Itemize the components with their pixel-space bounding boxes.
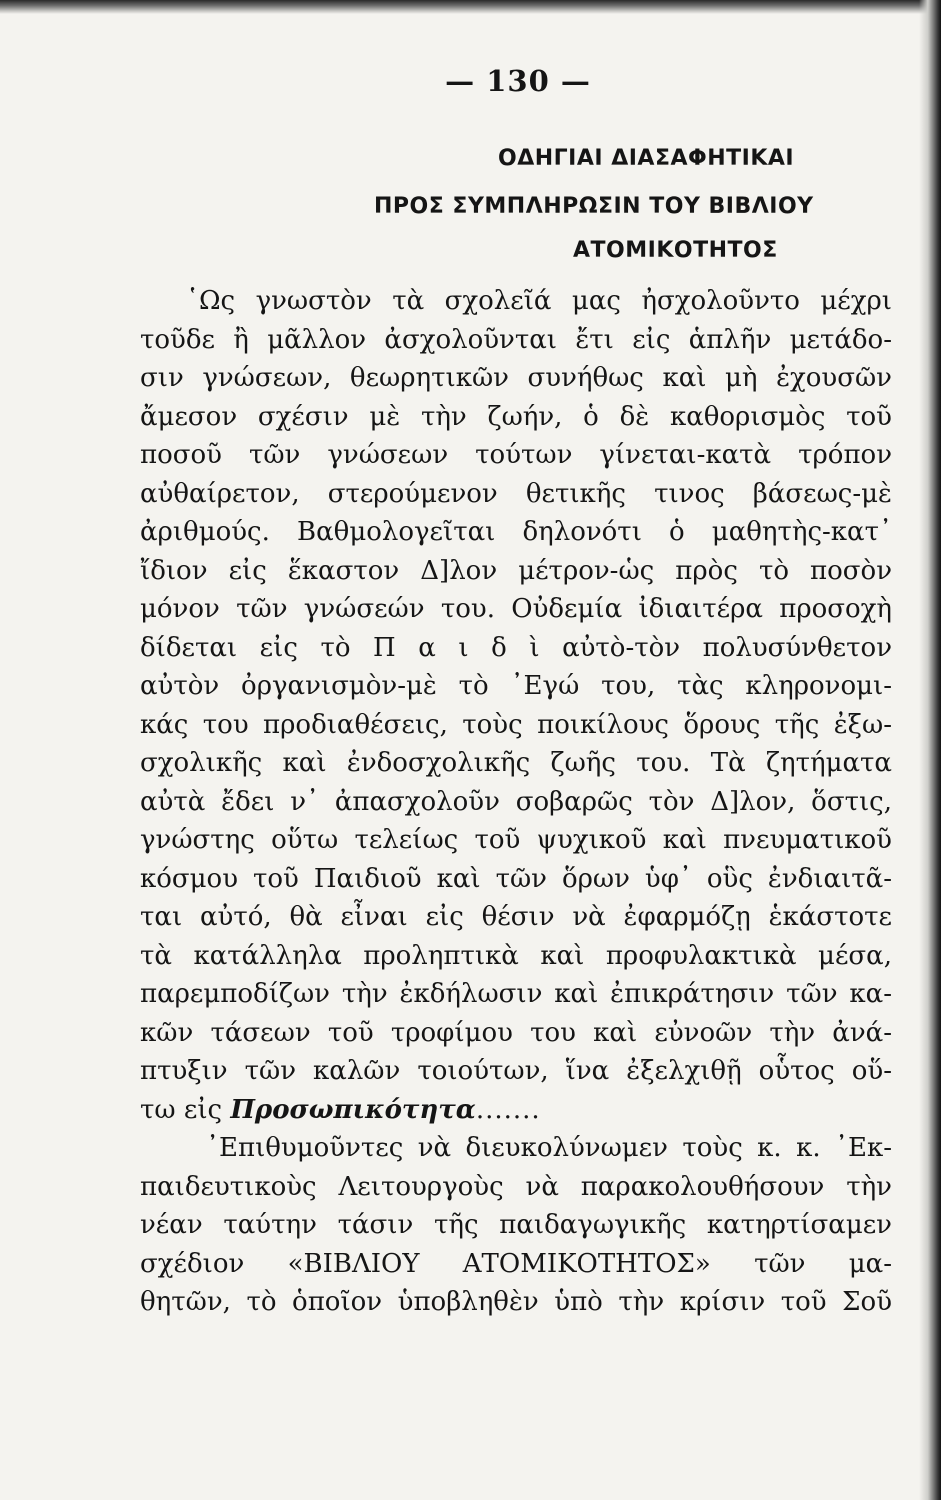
- paragraph-1-last-line: [140, 1091, 892, 1130]
- heading-line-3: ΑΤΟΜΙΚΟΤΗΤΟΣ: [573, 238, 778, 263]
- text-line: ᾽Επιθυμοῦντες νὰ διευκολύνωμεν τοὺς κ. κ. ᾽Εκ-: [206, 1133, 892, 1163]
- text-line: σιν γνώσεων, θεωρητικῶν συνήθως καὶ μὴ ἐχουσῶν: [140, 363, 892, 393]
- text-line: παρεμποδίζων τὴν ἐκδήλωσιν καὶ ἐπικράτησιν τῶν κα-: [140, 979, 892, 1009]
- heading-line-2: ΠΡΟΣ ΣΥΜΠΛΗΡΩΣΙΝ ΤΟΥ ΒΙΒΛΙΟΥ: [374, 194, 814, 219]
- text-line: ποσοῦ τῶν γνώσεων τούτων γίνεται-κατὰ τρόπον: [140, 440, 892, 470]
- text-line: γνώστης οὕτω τελείως τοῦ ψυχικοῦ καὶ πνευματικοῦ: [140, 825, 892, 855]
- text-line: αὐτὰ ἔδει ν᾽ ἀπασχολοῦν σοβαρῶς τὸν Δ]λον, ὅστις,: [140, 786, 892, 817]
- text-line: ῾Ως γνωστὸν τὰ σχολεῖά μας ἠσχολοῦντο μέχρι: [186, 286, 892, 316]
- text-line: μόνον τῶν γνώσεών του. Οὐδεμία ἰδιαιτέρα προσοχὴ: [140, 594, 892, 624]
- last-line-start: τω εἰς: [140, 1094, 223, 1125]
- body-text: [140, 282, 892, 1322]
- text-line: ἴδιον εἰς ἕκαστον Δ]λον μέτρον-ὡς πρὸς τὸ ποσὸν: [140, 555, 892, 586]
- text-line: τοῦδε ἢ μᾶλλον ἀσχολοῦνται ἔτι εἰς ἁπλῆν μετάδο-: [140, 324, 892, 355]
- text-line: σχολικῆς καὶ ἐνδοσχολικῆς ζωῆς του. Τὰ ζητήματα: [140, 748, 892, 778]
- text-line: κάς του προδιαθέσεις, τοὺς ποικίλους ὅρους τῆς ἐξω-: [140, 709, 892, 740]
- ellipsis: .......: [475, 1094, 541, 1125]
- text-line: τὰ κατάλληλα προληπτικὰ καὶ προφυλακτικὰ μέσα,: [140, 940, 892, 971]
- page-number: — 130 —: [445, 64, 591, 98]
- text-line: ται αὐτό, θὰ εἶναι εἰς θέσιν νὰ ἐφαρμόζῃ ἑκάστοτε: [140, 902, 892, 932]
- text-line: ἄμεσον σχέσιν μὲ τὴν ζωήν, ὁ δὲ καθορισμὸς τοῦ: [140, 401, 892, 432]
- paragraph-2: [140, 1129, 892, 1322]
- text-line: σχέδιον «ΒΙΒΛΙΟΥ ΑΤΟΜΙΚΟΤΗΤΟΣ» τῶν μα-: [140, 1248, 892, 1279]
- text-line: πτυξιν τῶν καλῶν τοιούτων, ἵνα ἐξελχιθῇ οὗτος οὕ-: [140, 1056, 892, 1086]
- heading-line-1: ΟΔΗΓΙΑΙ ΔΙΑΣΑΦΗΤΙΚΑΙ: [498, 146, 795, 171]
- text-line: νέαν ταύτην τάσιν τῆς παιδαγωγικῆς κατηρτίσαμεν: [140, 1210, 892, 1240]
- text-line: δίδεται εἰς τὸ Π α ι δ ὶ αὐτὸ-τὸν πολυσύνθετον: [140, 632, 892, 663]
- text-line: αὐτὸν ὀργανισμὸν-μὲ τὸ ᾽Εγώ του, τὰς κληρονομι-: [140, 671, 892, 701]
- paragraph-1: [140, 282, 892, 1091]
- text-line: κόσμου τοῦ Παιδιοῦ καὶ τῶν ὅρων ὑφ᾽ οὓς ἐνδιαιτᾶ-: [140, 863, 892, 894]
- text-line: ἀριθμούς. Βαθμολογεῖται δηλονότι ὁ μαθητὴς-κατ᾽: [140, 517, 892, 547]
- emphasis-word: Προσωπικότητα: [230, 1094, 476, 1125]
- text-line: παιδευτικοὺς Λειτουργοὺς νὰ παρακολουθήσουν τὴν: [140, 1171, 892, 1202]
- text-line: θητῶν, τὸ ὁποῖον ὑποβληθὲν ὑπὸ τὴν κρίσιν τοῦ Σοῦ: [140, 1287, 892, 1317]
- text-line: αὐθαίρετον, στερούμενον θετικῆς τινος βάσεως-μὲ: [140, 478, 892, 509]
- text-line: κῶν τάσεων τοῦ τροφίμου του καὶ εὐνοῶν τὴν ἀνά-: [140, 1017, 892, 1048]
